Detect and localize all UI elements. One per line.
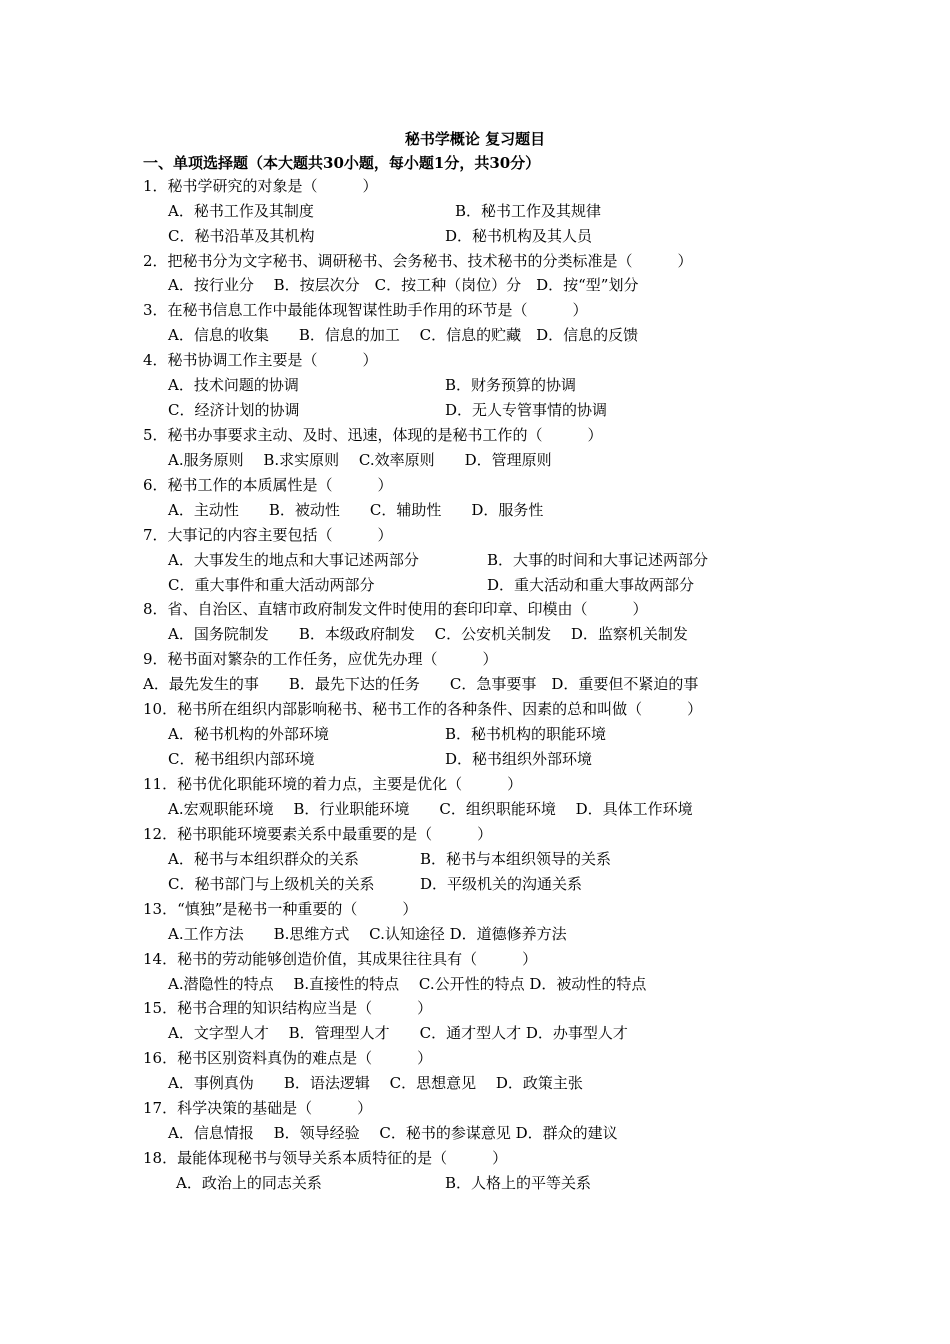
question-10: 10．秘书所在组织内部影响秘书、秘书工作的各种条件、因素的总和叫做（ ）	[143, 700, 703, 718]
question-4: 4．秘书协调工作主要是（ ）	[143, 351, 378, 369]
q16-options: A．事例真伪 B．语法逻辑 C．思想意见 D．政策主张	[168, 1074, 583, 1092]
q2-options: A．按行业分 B．按层次分 C．按工种（岗位）分 D．按“型”划分	[168, 276, 639, 294]
q7-option-d: D．重大活动和重大事故两部分	[487, 576, 695, 594]
page-title: 秘书学概论 复习题目	[404, 130, 546, 148]
question-15: 15．秘书合理的知识结构应当是（ ）	[143, 999, 433, 1017]
question-18: 18．最能体现秘书与领导关系本质特征的是（ ）	[143, 1149, 508, 1167]
q12-option-a: A．秘书与本组织群众的关系	[168, 850, 359, 868]
q10-option-c: C．秘书组织内部环境	[168, 750, 315, 768]
q13-options: A.工作方法 B.思维方式 C.认知途径 D．道德修养方法	[168, 925, 567, 943]
q1-option-a: A．秘书工作及其制度	[168, 202, 314, 220]
question-5: 5．秘书办事要求主动、及时、迅速，体现的是秘书工作的（ ）	[143, 426, 603, 444]
q18-option-b: B．人格上的平等关系	[445, 1174, 592, 1192]
question-7: 7．大事记的内容主要包括（ ）	[143, 526, 393, 544]
question-17: 17．科学决策的基础是（ ）	[143, 1099, 373, 1117]
q4-option-b: B．财务预算的协调	[445, 376, 577, 394]
q5-options: A.服务原则 B.求实原则 C.效率原则 D．管理原则	[168, 451, 552, 469]
q18-option-a: A．政治上的同志关系	[176, 1174, 322, 1192]
q11-options: A.宏观职能环境 B．行业职能环境 C．组织职能环境 D．具体工作环境	[168, 800, 693, 818]
q12-option-c: C．秘书部门与上级机关的关系	[168, 875, 375, 893]
q4-option-a: A．技术问题的协调	[168, 376, 299, 394]
q12-option-b: B．秘书与本组织领导的关系	[420, 850, 612, 868]
question-1: 1．秘书学研究的对象是（ ）	[143, 177, 378, 195]
question-3: 3．在秘书信息工作中最能体现智谋性助手作用的环节是（ ）	[143, 301, 588, 319]
q7-option-b: B．大事的时间和大事记述两部分	[487, 551, 709, 569]
q14-options: A.潜隐性的特点 B.直接性的特点 C.公开性的特点 D．被动性的特点	[168, 975, 647, 993]
q17-options: A．信息情报 B．领导经验 C．秘书的参谋意见 D．群众的建议	[168, 1124, 618, 1142]
section-heading: 一、单项选择题（本大题共30小题，每小题1分，共30分）	[143, 154, 541, 172]
question-12: 12．秘书职能环境要素关系中最重要的是（ ）	[143, 825, 493, 843]
question-14: 14．秘书的劳动能够创造价值，其成果往往具有（ ）	[143, 950, 538, 968]
q9-options: A．最先发生的事 B．最先下达的任务 C．急事要事 D．重要但不紧迫的事	[143, 675, 699, 693]
q7-option-a: A．大事发生的地点和大事记述两部分	[168, 551, 419, 569]
q1-option-b: B．秘书工作及其规律	[455, 202, 602, 220]
q1-option-d: D．秘书机构及其人员	[445, 227, 593, 245]
q4-option-c: C．经济计划的协调	[168, 401, 300, 419]
question-2: 2．把秘书分为文字秘书、调研秘书、会务秘书、技术秘书的分类标准是（ ）	[143, 252, 693, 270]
q6-options: A．主动性 B．被动性 C．辅助性 D．服务性	[168, 501, 544, 519]
q10-option-a: A．秘书机构的外部环境	[168, 725, 329, 743]
q15-options: A．文字型人才 B．管理型人才 C．通才型人才 D．办事型人才	[168, 1024, 628, 1042]
q1-option-c: C．秘书沿革及其机构	[168, 227, 315, 245]
q8-options: A．国务院制发 B．本级政府制发 C．公安机关制发 D．监察机关制发	[168, 625, 688, 643]
q12-option-d: D．平级机关的沟通关系	[420, 875, 583, 893]
question-13: 13．“慎独”是秘书一种重要的（ ）	[143, 900, 418, 918]
q10-option-d: D．秘书组织外部环境	[445, 750, 593, 768]
question-8: 8．省、自治区、直辖市政府制发文件时使用的套印印章、印模由（ ）	[143, 600, 648, 618]
question-16: 16．秘书区别资料真伪的难点是（ ）	[143, 1049, 433, 1067]
question-6: 6．秘书工作的本质属性是（ ）	[143, 476, 393, 494]
question-11: 11．秘书优化职能环境的着力点，主要是优化（ ）	[143, 775, 523, 793]
q4-option-d: D．无人专管事情的协调	[445, 401, 608, 419]
q3-options: A．信息的收集 B．信息的加工 C．信息的贮藏 D．信息的反馈	[168, 326, 639, 344]
q7-option-c: C．重大事件和重大活动两部分	[168, 576, 375, 594]
q10-option-b: B．秘书机构的职能环境	[445, 725, 607, 743]
question-9: 9．秘书面对繁杂的工作任务，应优先办理（ ）	[143, 650, 498, 668]
